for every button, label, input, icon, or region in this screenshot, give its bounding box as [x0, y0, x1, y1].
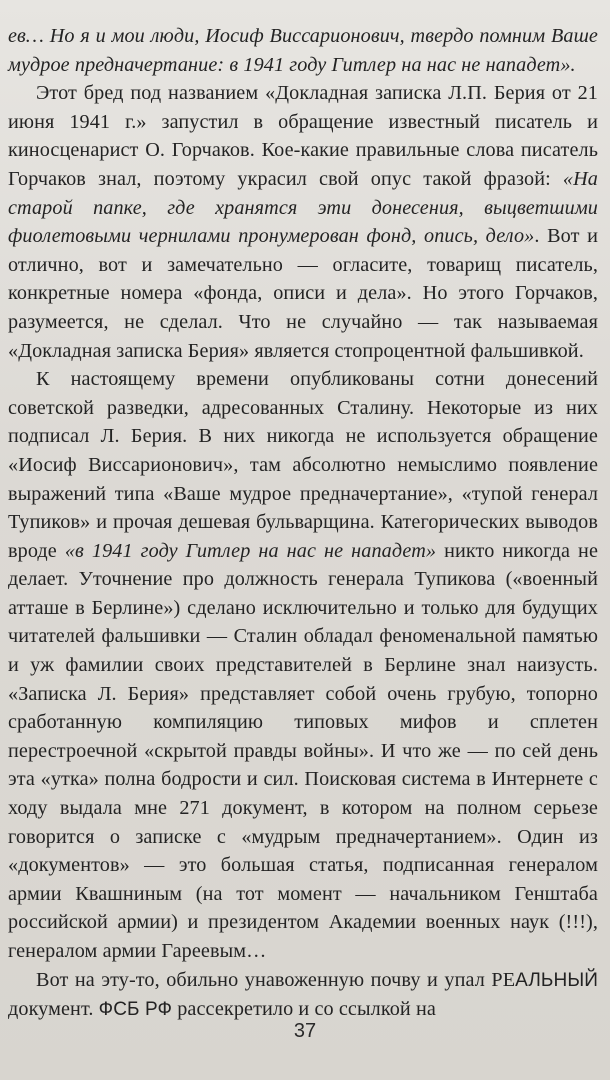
page-number: 37: [293, 1020, 317, 1042]
italic-quote: ев… Но я и мои люди, Иосиф Виссарионович, твердо помним Ваше мудрое предначертание: в 1941 году Гитлер на нас не нападет».: [8, 25, 598, 76]
text-run: Вот на эту-то, обильно унавоженную почву и упал РЕ: [36, 968, 516, 991]
paragraph-real-document: [8, 966, 598, 1025]
text-run: рассекретило и со ссылкой на: [172, 998, 436, 1021]
paragraph-quote-end: [8, 22, 598, 79]
italic-quote: «На старой папке, где хранятся эти донесения, выцветшими фиолетовыми чернилами пронумерован фонд, опись, дело»: [8, 167, 598, 248]
paragraph-reports: [8, 365, 598, 965]
text-run: Этот бред под названием «Докладная записка Л.П. Берия от 21 июня 1941 г.» запустил в обращение известный писатель и киносценарист О. Горчаков. Кое-какие правильные слова писатель Горчаков знал, поэтому украсил свой опус такой фразой:: [8, 82, 598, 190]
body-text: [8, 22, 598, 1025]
italic-quote: «в 1941 году Гитлер на нас не нападет»: [64, 539, 437, 562]
text-run: документ.: [8, 998, 99, 1021]
paragraph-gorchakov: [8, 79, 598, 365]
text-run: никто никогда не делает. Уточнение про должность генерала Тупикова («военный атташе в Берлине») сделано исключительно и только для будущих читателей фальшивки — Сталин обладал феноменальной памятью и уж фамилии своих представителей в Берлине знал наизусть. «Записка Л. Берия» представляет собой очень грубую, топорно сработанную компиляцию типовых мифов и сплетен перестроечной «скрытой правды войны». И что же — по сей день эта «утка» полна бодрости и сил. Поисковая система в Интернете с ходу выдала мне 271 документ, в котором на полном серьезе говорится о записке с «мудрым предначертанием». Один из «документов» — это большая статья, подписанная генералом армии Квашниным (на тот момент — начальником Генштаба российской армии) и президентом Академии военных наук (!!!), генералом армии Гареевым…: [8, 539, 599, 962]
text-run-sans: АЛЬНЫЙ: [515, 969, 598, 991]
text-run: . Вот и отлично, вот и замечательно — огласите, товарищ писатель, конкретные номера «фонда, описи и дела». Но этого Горчаков, разумеется, не сделал. Что не случайно — так называемая «Докладная записка Берия» является стопроцентной фальшивкой.: [8, 225, 598, 362]
text-run: К настоящему времени опубликованы сотни донесений советской разведки, адресованных Сталину. Некоторые из них подписал Л. Берия. В них никогда не используется обращение «Иосиф Виссарионович», там абсолютно немыслимо появление выражений типа «Ваше мудрое предначертание», «тупой генерал Тупиков» и прочая дешевая бульварщина. Категорических выводов вроде: [8, 368, 598, 562]
text-run-sans: ФСБ РФ: [98, 999, 173, 1021]
